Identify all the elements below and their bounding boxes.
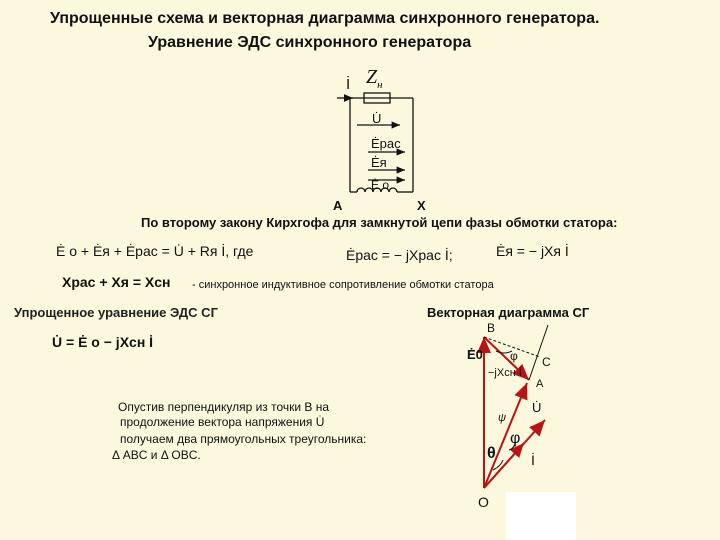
point-o-label: О (478, 494, 489, 510)
equation-kirchhoff: Ė о + Ėя + Ėрас = U̇ + Rя İ, где (56, 243, 254, 259)
page-title-line2: Уравнение ЭДС синхронного генератора (148, 34, 472, 51)
psi-label: ψ (498, 412, 507, 424)
reactance-note: - синхронное индуктивное сопротивление обмотки статора (192, 279, 494, 291)
vector-diagram-title: Векторная диаграмма СГ (427, 305, 590, 320)
phi-top-label: φ (510, 349, 518, 363)
theta-label: θ (487, 445, 496, 462)
explanation-line4: Δ ABC и Δ OBC. (112, 448, 201, 462)
point-c-label: С (542, 355, 551, 369)
equation-e-ya: Ėя = − jXя İ (496, 243, 569, 259)
voltage-label: U̇ (372, 111, 382, 126)
reactance-formula: Xрас + Xя = Xсн (62, 274, 171, 290)
explanation-line3: получаем два прямоугольных треугольника: (120, 432, 367, 446)
i-vector-label: İ (531, 452, 535, 468)
simplified-title: Упрощенное уравнение ЭДС СГ (14, 305, 218, 320)
e-ya-label: Ėя (371, 155, 387, 170)
e0-label: Ė0 (467, 347, 483, 362)
kirchhoff-intro: По второму закону Кирхгофа для замкнутой цепи фазы обмотки статора: (141, 215, 618, 230)
impedance-label (366, 66, 383, 91)
blank-area (506, 492, 576, 540)
u-extension-line (529, 325, 548, 380)
jx-label: −jXсн İ (488, 367, 522, 379)
equation-e-rac: Ėрас = − jXрас İ; (346, 247, 453, 263)
point-b-label: В (487, 321, 496, 335)
e-rac-label: Ėрас (371, 136, 401, 151)
explanation-line1: Опустив перпендикуляр из точки В на (118, 400, 330, 414)
page-title-line1: Упрощенные схема и векторная диаграмма синхронного генератора. (50, 10, 600, 27)
phi-label: φ (510, 430, 521, 447)
simplified-equation: U̇ = Ė о − jXсн İ (52, 334, 154, 350)
e-0-label: Ė о (371, 178, 390, 192)
u-vector-label: U̇ (532, 400, 542, 415)
point-a-label: А (536, 378, 544, 390)
impedance-symbol: Z (366, 66, 378, 88)
node-a-label: А (333, 198, 343, 213)
impedance-subscript: н (377, 79, 383, 91)
explanation-line2: продолжение вектора напряжения U̇ (120, 415, 325, 429)
current-label: İ (346, 76, 351, 93)
jx-vector-start (484, 383, 527, 488)
node-x-label: Х (417, 198, 426, 213)
